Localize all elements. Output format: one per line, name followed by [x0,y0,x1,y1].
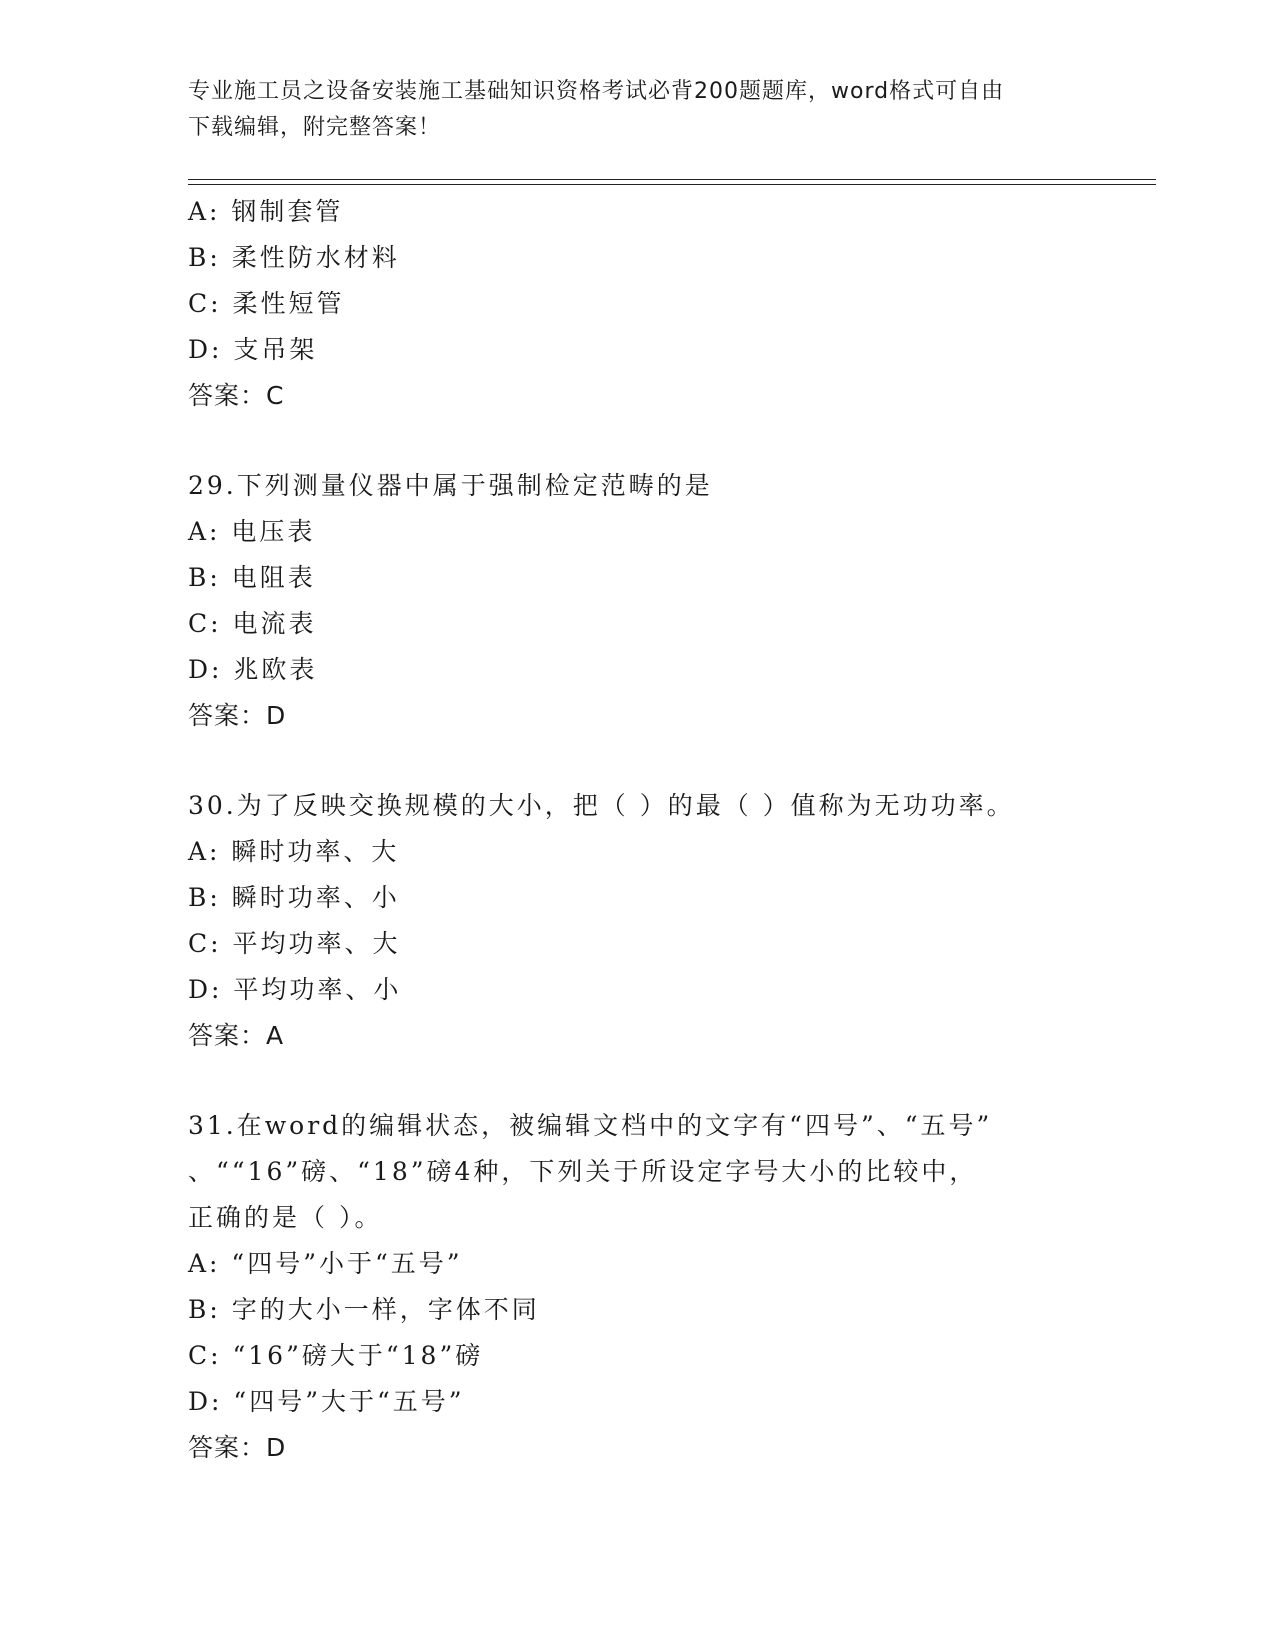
document-header [188,74,1068,146]
option-a: A: 瞬时功率、大 [188,837,400,866]
option-d: D: “四号”大于“五号” [188,1387,465,1416]
question-30 [188,783,1088,1059]
question-stem-line-2: 、““16”磅、“18”磅4种，下列关于所设定字号大小的比较中， [188,1157,978,1186]
header-line-2: 下载编辑，附完整答案！ [188,115,442,140]
option-c: C: 柔性短管 [188,289,345,318]
option-a: A: “四号”小于“五号” [188,1249,463,1278]
header-line-1: 专业施工员之设备安装施工基础知识资格考试必背200题题库，word格式可自由 [188,79,1005,104]
question-stem-line-3: 正确的是（ ）。 [188,1203,383,1232]
document-body [188,189,1088,1471]
option-d: D: 平均功率、小 [188,975,402,1004]
question-29 [188,463,1088,739]
question-stem-line-1: 31.在word的编辑状态，被编辑文档中的文字有“四号”、“五号” [188,1111,993,1140]
option-c: C: 电流表 [188,609,317,638]
option-a: A: 钢制套管 [188,197,344,226]
question-stem: 30.为了反映交换规模的大小，把（ ）的最（ ）值称为无功功率。 [188,791,1015,820]
option-c: C: 平均功率、大 [188,929,401,958]
option-b: B: 字的大小一样，字体不同 [188,1295,540,1324]
answer-line: 答案：C [188,381,285,410]
answer-line: 答案：A [188,1021,285,1050]
option-b: B: 柔性防水材料 [188,243,400,272]
answer-line: 答案：D [188,701,287,730]
option-c: C: “16”磅大于“18”磅 [188,1341,484,1370]
answer-line: 答案：D [188,1433,287,1462]
question-31 [188,1103,1088,1471]
option-b: B: 电阻表 [188,563,316,592]
option-d: D: 支吊架 [188,335,318,364]
header-divider-bottom [188,184,1156,185]
option-a: A: 电压表 [188,517,316,546]
question-28-continued [188,189,1088,419]
option-b: B: 瞬时功率、小 [188,883,400,912]
header-divider-top [188,179,1156,180]
option-d: D: 兆欧表 [188,655,318,684]
question-stem: 29.下列测量仪器中属于强制检定范畴的是 [188,471,713,500]
